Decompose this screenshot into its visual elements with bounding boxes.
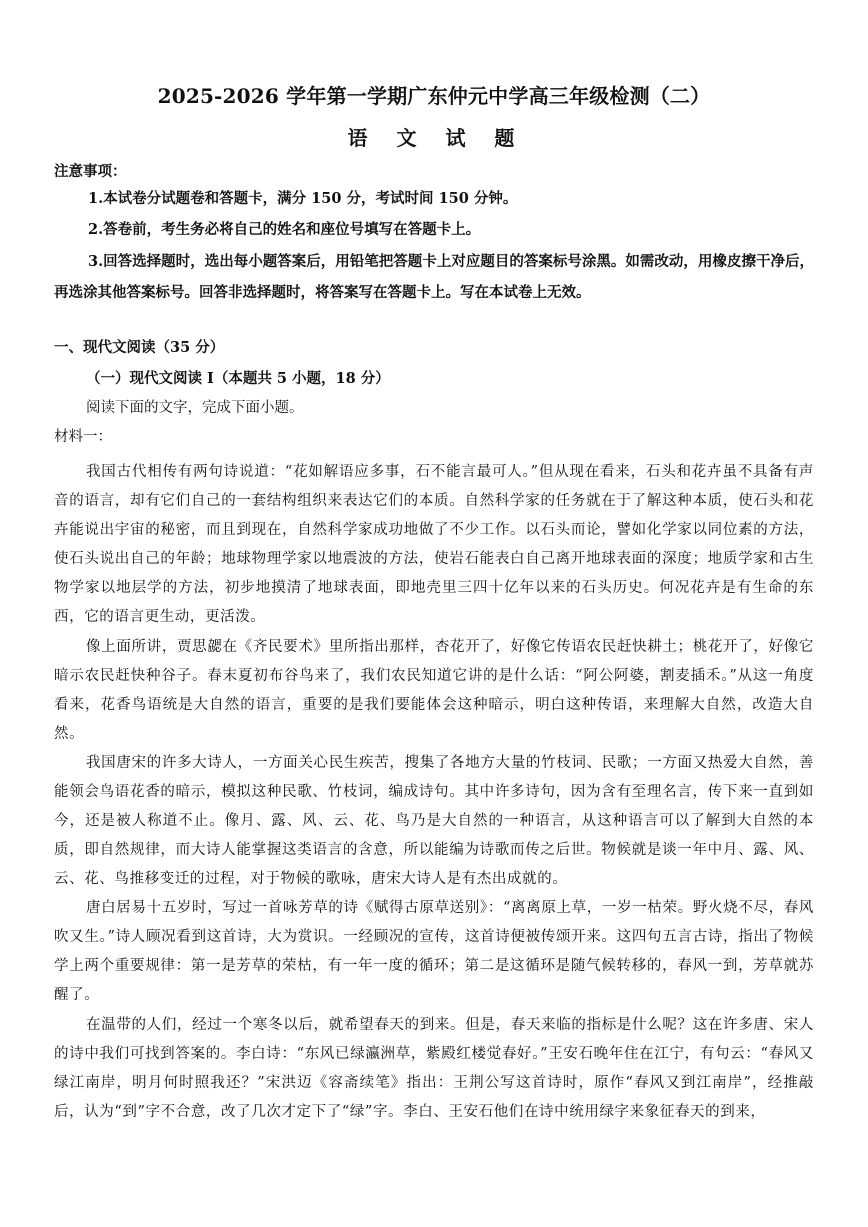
passage-paragraph-4: 唐白居易十五岁时，写过一首咏芳草的诗《赋得古原草送别》：“离离原上草，一岁一枯荣。野火烧不尽，春风吹又生。”诗人顾况看到这首诗，大为赏识。一经顾况的宣传，这首诗便被传颂开来。这四句五言古诗，指出了物候学上两个重要规律：第一是芳草的荣枯，有一年一度的循环；第二是这循环是随气候转移的，春风一到，芳草就苏醒了。 bbox=[54, 900, 814, 1003]
material-label: 材料一： bbox=[54, 429, 112, 445]
notice-item-2: 2.答卷前，考生务必将自己的姓名和座位号填写在答题卡上。 bbox=[88, 221, 481, 238]
notice-item-3: 3.回答选择题时，选出每小题答案后，用铅笔把答题卡上对应题目的答案标号涂黑。如需改动，用橡皮擦干净后，再选涂其他答案标号。回答非选择题时，将答案写在答题卡上。写在本试卷上无效。 bbox=[54, 253, 814, 301]
passage-paragraph-2: 像上面所讲，贾思勰在《齐民要术》里所指出那样，杏花开了，好像它传语农民赶快耕土；桃花开了，好像它暗示农民赶快种谷子。春末夏初布谷鸟来了，我们农民知道它讲的是什么话：“阿公阿婆，割麦插禾。”从这一角度看来，花香鸟语统是大自然的语言，重要的是我们要能体会这种暗示，明白这种传语，来理解大自然，改造大自然。 bbox=[54, 639, 814, 742]
passage-paragraph-1: 我国古代相传有两句诗说道：“花如解语应多事，石不能言最可人。”但从现在看来，石头和花卉虽不具备有声音的语言，却有它们自己的一套结构组织来表达它们的本质。自然科学家的任务就在于了解这种本质，使石头和花卉能说出宇宙的秘密，而且到现在，自然科学家成功地做了不少工作。以石头而论，譬如化学家以同位素的方法，使石头说出自己的年龄；地球物理学家以地震波的方法，使岩石能表白自己离开地球表面的深度；地质学家和古生物学家以地层学的方法，初步地摸清了地球表面，即地壳里三四十亿年以来的石头历史。何况花卉是有生命的东西，它的语言更生动，更活泼。 bbox=[54, 464, 814, 625]
reading-instruction: 阅读下面的文字，完成下面小题。 bbox=[86, 400, 304, 416]
exam-title: 2025-2026 学年第一学期广东仲元中学高三年级检测（二） bbox=[157, 84, 711, 108]
passage-paragraph-5: 在温带的人们，经过一个寒冬以后，就希望春天的到来。但是，春天来临的指标是什么呢？这在许多唐、宋人的诗中我们可找到答案的。李白诗：“东风已绿瀛洲草，紫殿红楼觉春好。”王安石晚年住在江宁，有句云：“春风又绿江南岸，明月何时照我还？”宋洪迈《容斋续笔》指出：王荆公写这首诗时，原作“春风又到江南岸”，经推敲后，认为“到”字不合意，改了几次才定下了“绿”字。李白、王安石他们在诗中统用绿字来象征春天的到来， bbox=[54, 1017, 814, 1120]
notice-heading: 注意事项： bbox=[54, 163, 127, 180]
notice-item-1: 1.本试卷分试题卷和答题卡，满分 150 分，考试时间 150 分钟。 bbox=[88, 190, 518, 207]
passage-paragraph-3: 我国唐宋的许多大诗人，一方面关心民生疾苦，搜集了各地方大量的竹枝词、民歌；一方面又热爱大自然，善能领会鸟语花香的暗示，模拟这种民歌、竹枝词，编成诗句。其中许多诗句，因为含有至理名言，传下来一直到如今，还是被人称道不止。像月、露、风、云、花、鸟乃是大自然的一种语言，从这种语言可以了解到大自然的本质，即自然规律，而大诗人能掌握这类语言的含意，所以能编为诗歌而传之后世。物候就是谈一年中月、露、风、云、花、鸟推移变迁的过程，对于物候的歌咏，唐宋大诗人是有杰出成就的。 bbox=[54, 755, 814, 887]
section-subtitle: （一）现代文阅读 I（本题共 5 小题，18 分） bbox=[86, 370, 390, 387]
subject-title: 语 文 试 题 bbox=[347, 126, 521, 150]
section-title: 一、现代文阅读（35 分） bbox=[54, 339, 225, 356]
